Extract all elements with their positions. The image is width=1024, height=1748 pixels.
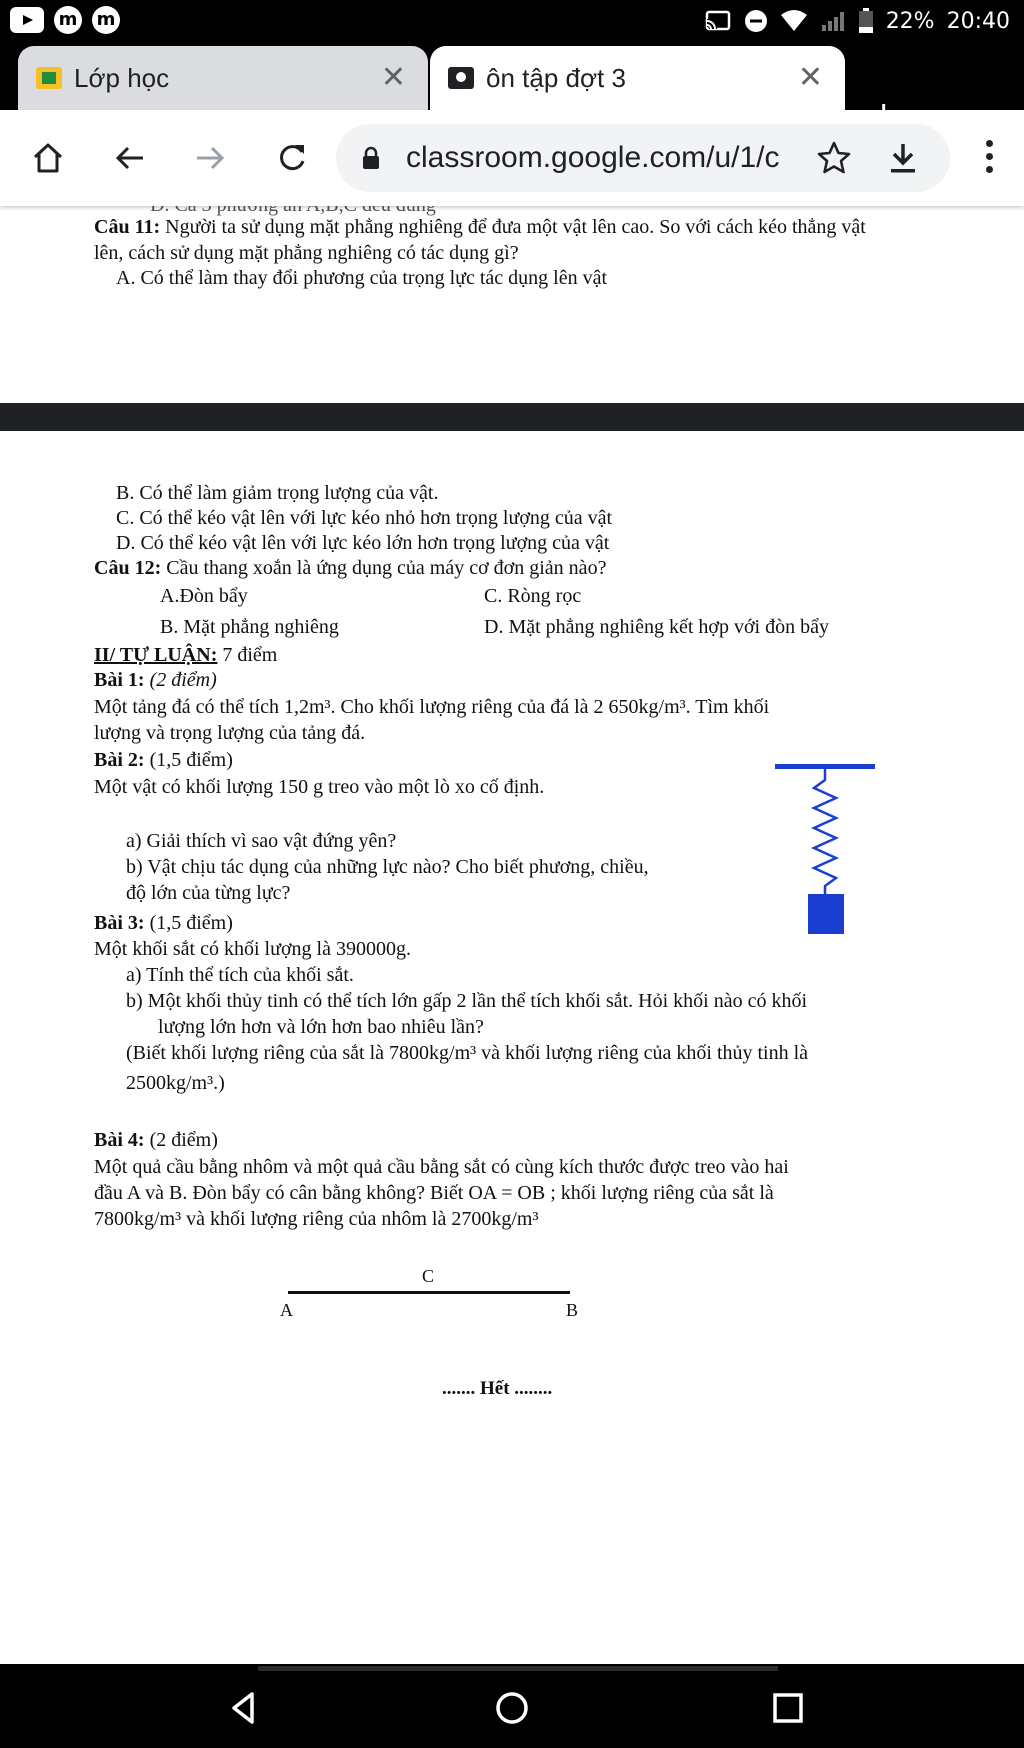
address-bar[interactable] bbox=[336, 124, 950, 192]
back-icon[interactable] bbox=[108, 136, 152, 180]
cast-icon bbox=[704, 9, 732, 33]
lever-bar bbox=[288, 1291, 570, 1294]
bai-3-note: (Biết khối lượng riêng của sắt là 7800kg/m³ và khối lượng riêng của khối thủy tinh là bbox=[126, 1042, 809, 1064]
bai-2-b: b) Vật chịu tác dụng của những lực nào? Cho biết phương, chiều, bbox=[126, 856, 649, 878]
bai-4-heading bbox=[94, 1129, 218, 1152]
download-icon[interactable] bbox=[886, 140, 920, 176]
exercise-label: Bài 4: bbox=[94, 1129, 145, 1151]
navigation-bar bbox=[0, 1664, 1024, 1748]
bai-2-heading bbox=[94, 749, 233, 772]
exercise-label: Bài 1: bbox=[94, 669, 145, 691]
tab-on-tap-dot-3[interactable] bbox=[430, 46, 845, 110]
youtube-icon bbox=[10, 7, 44, 33]
exercise-points: (2 điểm) bbox=[144, 669, 217, 691]
tab-lop-hoc[interactable] bbox=[18, 46, 428, 110]
bai-3-b-cont: lượng lớn hơn và lớn hơn bao nhiêu lần? bbox=[158, 1016, 484, 1038]
url-text: classroom.google.com/u/1/c bbox=[406, 141, 780, 174]
exercise-label: Bài 3: bbox=[94, 912, 145, 934]
wifi-icon bbox=[780, 9, 808, 33]
battery-icon bbox=[858, 8, 874, 34]
assignment-icon bbox=[448, 67, 474, 89]
tab-bar bbox=[0, 42, 1024, 110]
back-icon[interactable] bbox=[222, 1686, 266, 1730]
exercise-points: (1,5 điểm) bbox=[144, 749, 233, 771]
lever-label-a: A bbox=[280, 1300, 293, 1320]
reload-icon[interactable] bbox=[270, 136, 314, 180]
tab-title: ôn tập đợt 3 bbox=[486, 62, 626, 93]
bai-2-b-cont: độ lớn của từng lực? bbox=[126, 882, 291, 904]
bai-4-text-cont: đầu A và B. Đòn bẩy có cân bằng không? Biết OA = OB ; khối lượng riêng của sắt là bbox=[94, 1182, 774, 1204]
question-11-cont: lên, cách sử dụng mặt phẳng nghiêng có tác dụng gì? bbox=[94, 242, 519, 264]
bai-3-heading bbox=[94, 912, 233, 935]
end-marker: ....... Hết ........ bbox=[442, 1378, 553, 1399]
gesture-handle bbox=[258, 1666, 778, 1671]
page-divider bbox=[0, 403, 1024, 431]
question-text: Người ta sử dụng mặt phẳng nghiêng để đưa một vật lên cao. So với cách kéo thẳng vật bbox=[160, 216, 866, 238]
section-2-heading bbox=[94, 644, 277, 667]
menu-icon[interactable] bbox=[986, 140, 994, 179]
option-b: B. Có thể làm giảm trọng lượng của vật. bbox=[116, 482, 439, 504]
close-icon[interactable]: ✕ bbox=[380, 61, 406, 94]
q12-option-a: A.Đòn bẩy bbox=[160, 585, 248, 607]
messenger-icon: m bbox=[92, 6, 120, 34]
battery-percent: 22% bbox=[885, 8, 935, 34]
bai-4-text: Một quả cầu bằng nhôm và một quả cầu bằng sắt có cùng kích thước được treo vào hai bbox=[94, 1156, 789, 1178]
bai-1-text: Một tảng đá có thể tích 1,2m³. Cho khối lượng riêng của đá là 2 650kg/m³. Tìm khối bbox=[94, 696, 770, 718]
lever-label-c: C bbox=[422, 1266, 435, 1286]
bai-2-text: Một vật có khối lượng 150 g treo vào một lò xo cố định. bbox=[94, 776, 545, 798]
question-label: Câu 11: bbox=[94, 216, 161, 238]
close-icon[interactable]: ✕ bbox=[797, 61, 823, 94]
star-icon[interactable] bbox=[816, 140, 852, 176]
classroom-icon bbox=[36, 67, 62, 89]
section-points: 7 điểm bbox=[217, 644, 278, 666]
question-text: Cầu thang xoắn là ứng dụng của máy cơ đơn giản nào? bbox=[161, 557, 607, 579]
bai-4-text-cont2: 7800kg/m³ và khối lượng riêng của nhôm là 2700kg/m³ bbox=[94, 1208, 539, 1230]
section-label: II/ TỰ LUẬN: bbox=[94, 644, 218, 666]
status-bar bbox=[0, 0, 1024, 42]
question-label: Câu 12: bbox=[94, 557, 162, 579]
do-not-disturb-icon bbox=[744, 9, 768, 33]
spring-diagram bbox=[770, 764, 880, 942]
bai-3-b: b) Một khối thủy tinh có thể tích lớn gấp 2 lần thể tích khối sắt. Hỏi khối nào có khối bbox=[126, 990, 808, 1012]
bai-3-a: a) Tính thể tích của khối sắt. bbox=[126, 964, 354, 986]
forward-icon[interactable] bbox=[188, 136, 232, 180]
bai-1-heading bbox=[94, 669, 217, 692]
question-11 bbox=[94, 216, 866, 239]
recents-icon[interactable] bbox=[766, 1686, 810, 1730]
lever-label-b: B bbox=[566, 1300, 579, 1320]
tab-title: Lớp học bbox=[74, 62, 170, 93]
clock: 20:40 bbox=[946, 8, 1010, 34]
q12-option-d: D. Mặt phẳng nghiêng kết hợp với đòn bẩy bbox=[484, 616, 829, 638]
bai-1-text-cont: lượng và trọng lượng của tảng đá. bbox=[94, 722, 366, 744]
home-icon[interactable] bbox=[490, 1686, 534, 1730]
exercise-points: (1,5 điểm) bbox=[144, 912, 233, 934]
question-12 bbox=[94, 557, 606, 580]
option-a: A. Có thể làm thay đổi phương của trọng lực tác dụng lên vật bbox=[116, 267, 608, 289]
lock-icon bbox=[362, 146, 380, 170]
q12-option-b: B. Mặt phẳng nghiêng bbox=[160, 616, 339, 638]
signal-icon bbox=[820, 9, 846, 33]
option-c: C. Có thể kéo vật lên với lực kéo nhỏ hơn trọng lượng của vật bbox=[116, 507, 613, 529]
messenger-icon: m bbox=[54, 6, 82, 34]
home-icon[interactable] bbox=[26, 136, 70, 180]
bai-3-note-cont: 2500kg/m³.) bbox=[126, 1072, 225, 1094]
option-d: D. Có thể kéo vật lên với lực kéo lớn hơn trọng lượng của vật bbox=[116, 532, 610, 554]
bai-3-text: Một khối sắt có khối lượng là 390000g. bbox=[94, 938, 411, 960]
browser-toolbar bbox=[0, 110, 1024, 206]
document-viewer[interactable] bbox=[0, 206, 1024, 1664]
exercise-label: Bài 2: bbox=[94, 749, 145, 771]
exercise-points: (2 điểm) bbox=[144, 1129, 218, 1151]
bai-2-a: a) Giải thích vì sao vật đứng yên? bbox=[126, 830, 397, 852]
q12-option-c: C. Ròng rọc bbox=[484, 585, 582, 607]
